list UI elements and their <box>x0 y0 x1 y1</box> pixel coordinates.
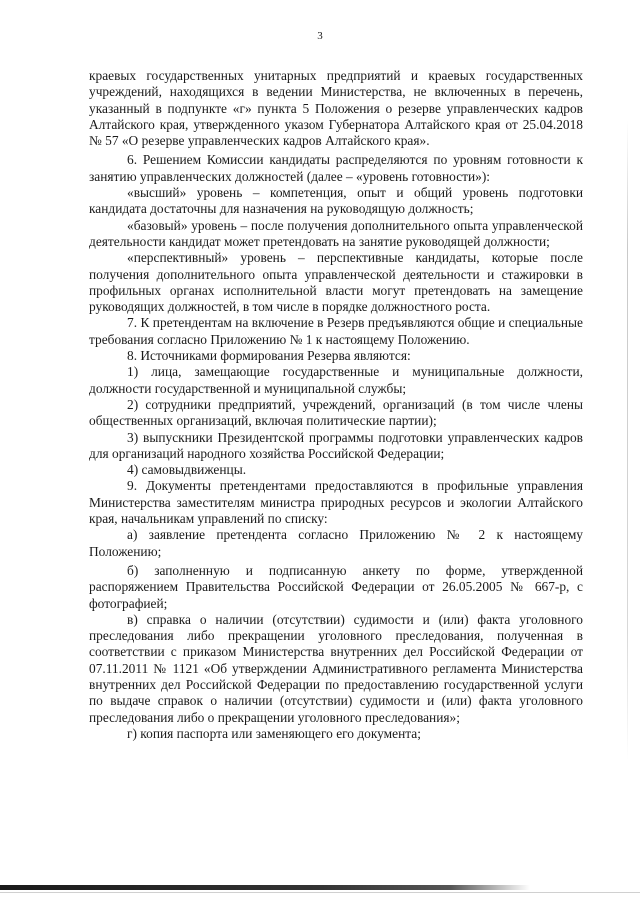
scan-bottom-line <box>0 892 640 893</box>
page-number: 3 <box>317 30 323 42</box>
paragraph-source-3: 3) выпускники Президентской программы подготовки управленческих кадров для организаций народного хозяйства Российской Федерации; <box>89 429 583 461</box>
paragraph-doc-b: б) заполненную и подписанную анкету по форме, утвержденной распоряжением Правительства Российской Федерации от 26.05.2005 № 667-р, с фотографией; <box>89 562 583 611</box>
paragraph-level-highest: «высший» уровень – компетенция, опыт и общий уровень подготовки кандидата достаточны для назначения на руководящую должность; <box>89 185 583 217</box>
paragraph-level-prospective: «перспективный» уровень – перспективные кандидаты, которые после получения дополнительного опыта управленческой деятельности и стажировки в профильных органах исполнительной власти могут претендовать на замещение руководящих должностей, в том числе в порядке должностного роста. <box>89 250 583 315</box>
paragraph-item-6: 6. Решением Комиссии кандидаты распределяются по уровням готовности к занятию управленческих должностей (далее – «уровень готовности»): <box>89 152 583 184</box>
paragraph-source-4: 4) самовыдвиженцы. <box>127 462 247 478</box>
scan-bottom-bar <box>0 885 530 890</box>
paragraph-source-2: 2) сотрудники предприятий, учреждений, организаций (в том числе члены общественных организаций, включая политические партии); <box>89 396 583 429</box>
paragraph-item-7: 7. К претендентам на включение в Резерв предъявляются общие и специальные требования согласно Приложению № 1 к настоящему Положению. <box>89 315 583 347</box>
paragraph-doc-a: а) заявление претендента согласно Приложению № 2 к настоящему Положению; <box>89 527 583 559</box>
paragraph-continuation: краевых государственных унитарных предприятий и краевых государственных учреждений, находящихся в ведении Министерства, не включенных в перечень, указанный в подпункте «г» пункта 5 Положения о резерве управленческих кадров Алтайского края, утвержденного указом Губернатора Алтайского края от 25.04.2018 № 57 «О резерве управленческих кадров Алтайского края». <box>89 68 583 149</box>
paragraph-doc-g: г) копия паспорта или заменяющего его документа; <box>127 725 421 741</box>
scan-edge-shadow <box>627 120 628 760</box>
document-body <box>89 68 583 742</box>
paragraph-item-8: 8. Источниками формирования Резерва являются: <box>127 348 411 364</box>
paragraph-doc-v: в) справка о наличии (отсутствии) судимости и (или) факта уголовного преследования либо прекращении уголовного преследования, полученная в соответствии с приказом Министерства внутренних дел Российской Федерации от 07.11.2011 № 1121 «Об утверждении Административного регламента Министерства внутренних дел Российской Федерации по предоставлению государственной услуги по выдаче справок о наличии (отсутствии) судимости и (или) факта уголовного преследования либо о прекращении уголовного преследования»; <box>89 611 583 725</box>
paragraph-item-9: 9. Документы претендентами предоставляются в профильные управления Министерства заместителям министра природных ресурсов и экологии Алтайского края, начальникам управлений по списку: <box>89 478 583 527</box>
paragraph-level-basic: «базовый» уровень – после получения дополнительного опыта управленческой деятельности кандидат может претендовать на занятие руководящей должности; <box>89 217 583 249</box>
paragraph-source-1: 1) лица, замещающие государственные и муниципальные должности, должности государственной и муниципальной службы; <box>89 364 583 396</box>
